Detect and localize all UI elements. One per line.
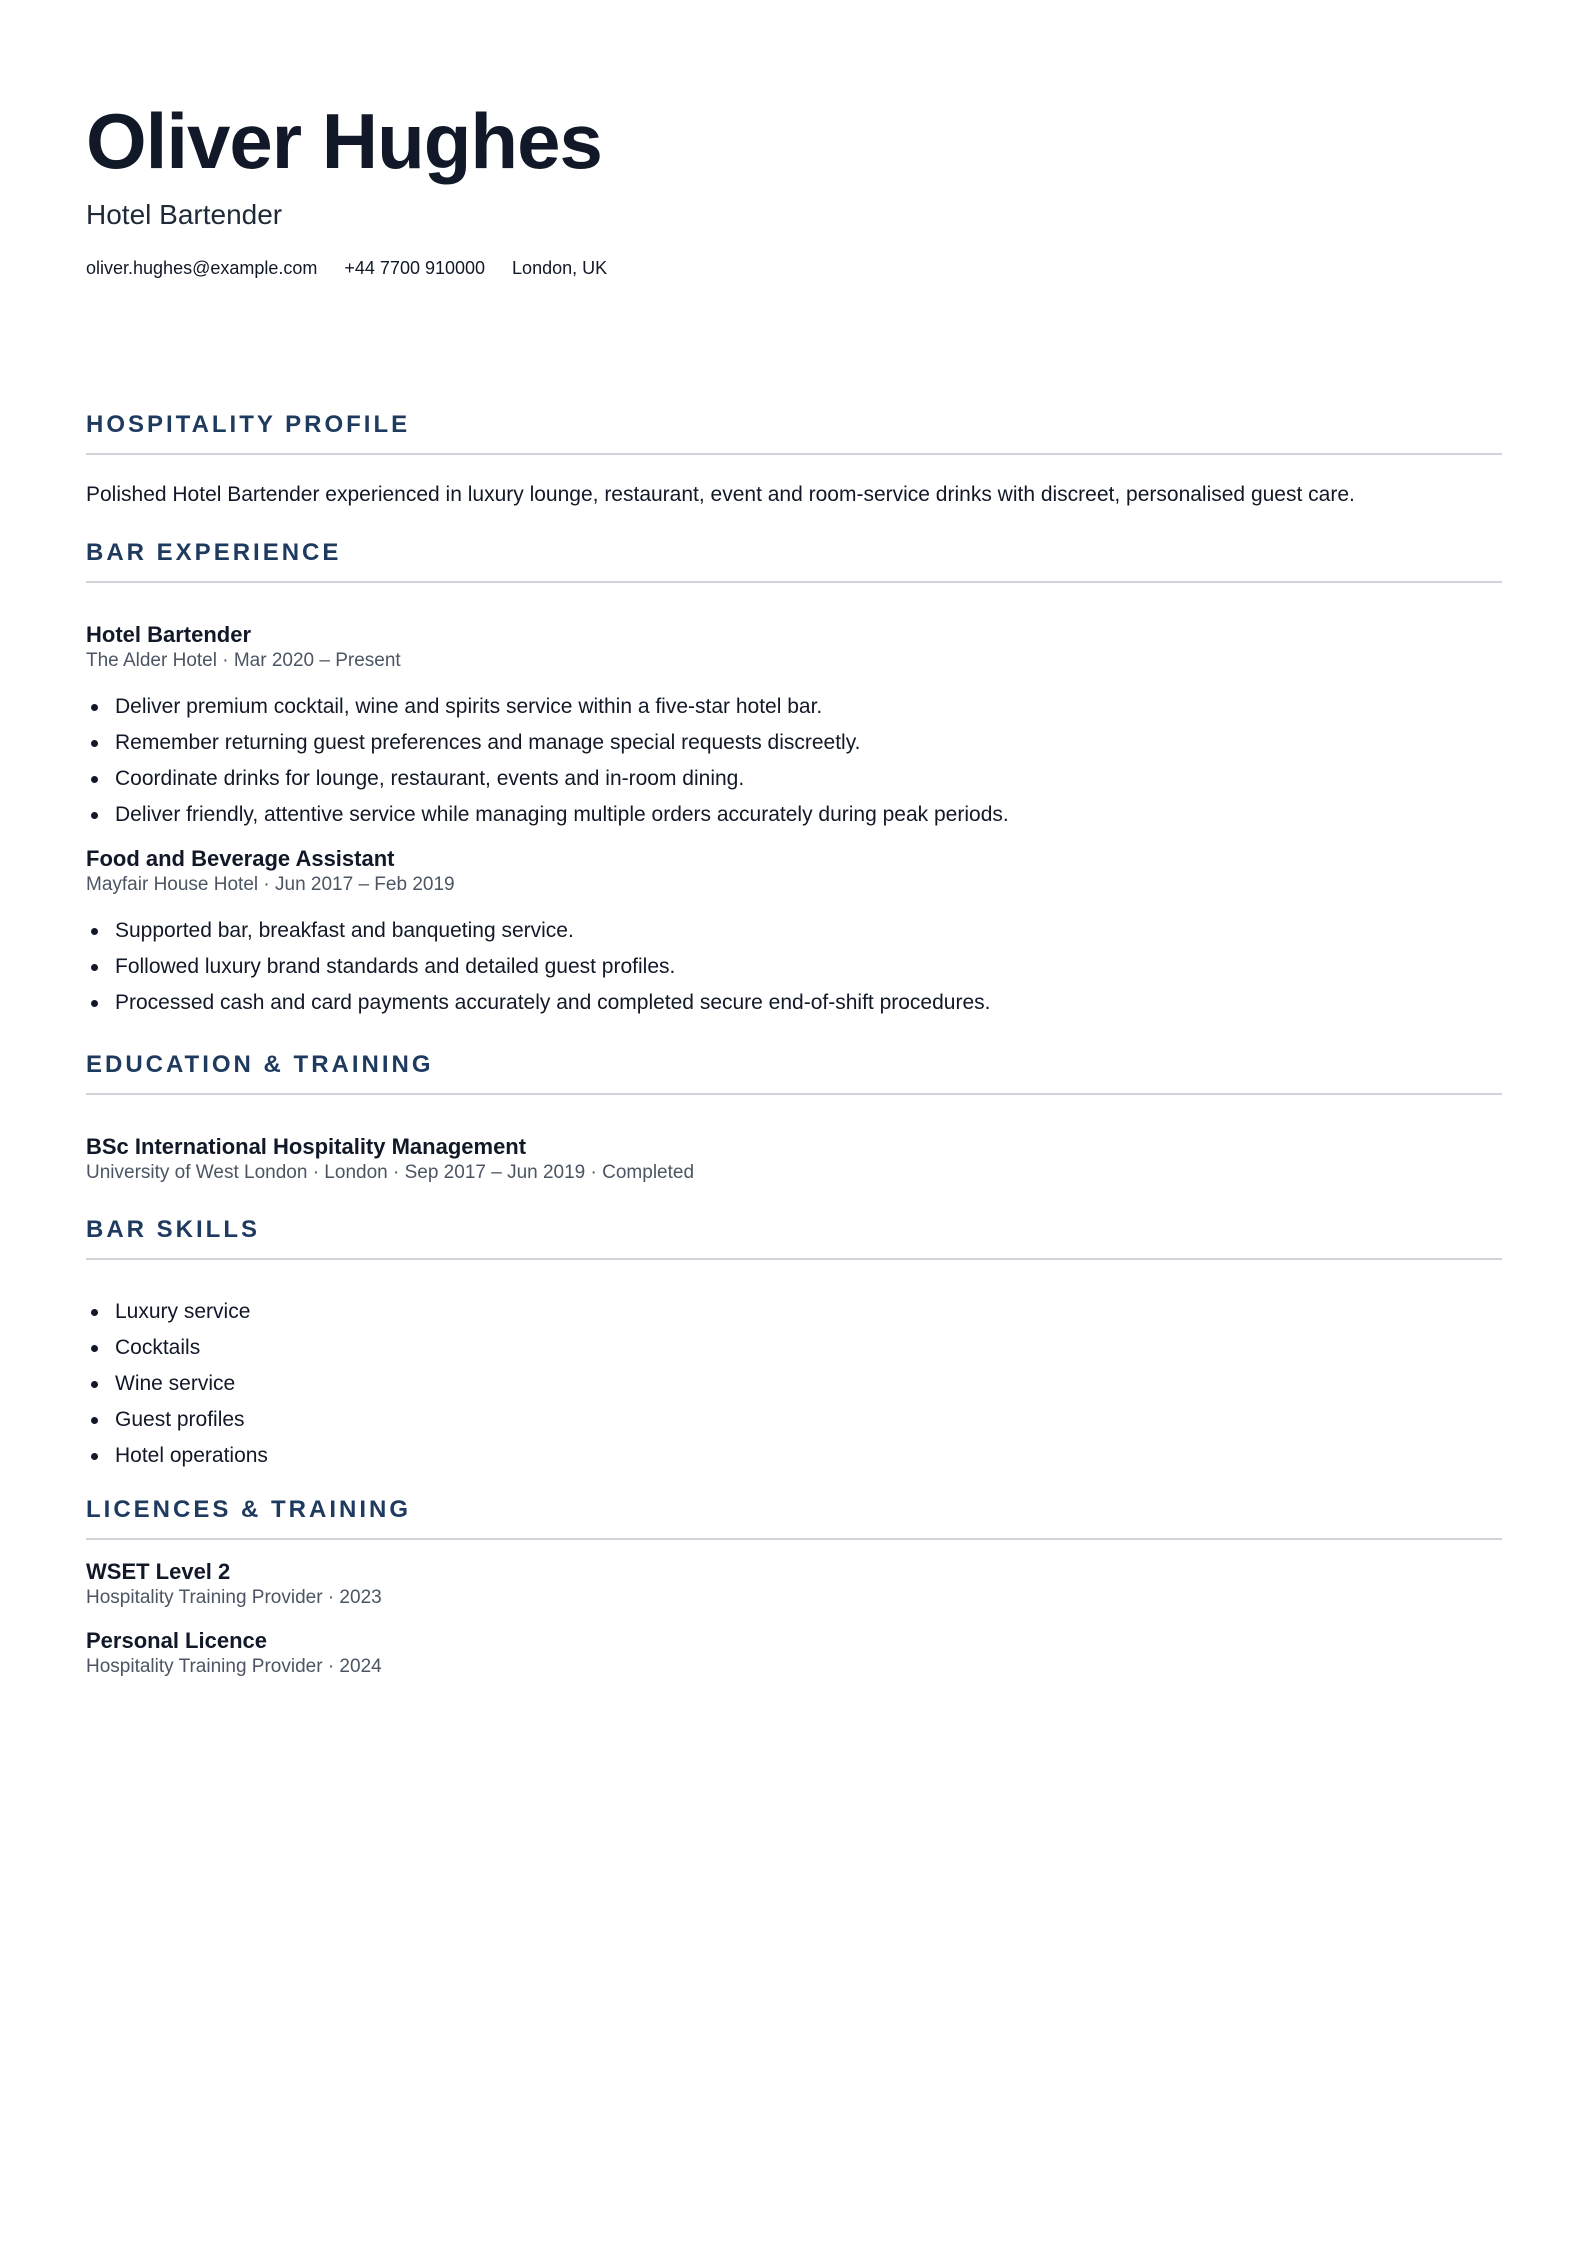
- job-bullet: Remember returning guest preferences and manage special requests discreetly.: [86, 725, 1502, 761]
- section-divider: [86, 453, 1502, 455]
- contact-location: London, UK: [512, 258, 608, 278]
- licence-meta: Hospitality Training Provider · 2024: [86, 1656, 382, 1677]
- licence-title: Personal Licence: [86, 1628, 267, 1653]
- job-meta: The Alder Hotel · Mar 2020 – Present: [86, 650, 401, 671]
- education-meta: University of West London · London · Sep 2017 – Jun 2019 · Completed: [86, 1162, 695, 1183]
- contact-phone[interactable]: +44 7700 910000: [344, 258, 486, 278]
- job-bullet: Processed cash and card payments accurately and completed secure end-of-shift procedures.: [86, 985, 1502, 1021]
- section-education: [86, 1050, 1502, 1185]
- licence-entry: [86, 1627, 1502, 1679]
- job-meta: Mayfair House Hotel · Jun 2017 – Feb 2019: [86, 874, 455, 895]
- job-title: Food and Beverage Assistant: [86, 846, 395, 871]
- job-entry: [86, 845, 1502, 1021]
- licence-title: WSET Level 2: [86, 1559, 231, 1584]
- job-bullets: [86, 689, 1502, 833]
- section-divider: [86, 581, 1502, 583]
- candidate-role: Hotel Bartender: [86, 199, 283, 230]
- licence-meta: Hospitality Training Provider · 2023: [86, 1587, 382, 1608]
- section-divider: [86, 1093, 1502, 1095]
- skill-item: Cocktails: [86, 1330, 1502, 1366]
- section-title-profile: HOSPITALITY PROFILE: [86, 411, 411, 438]
- job-bullet: Deliver friendly, attentive service while managing multiple orders accurately during peak periods.: [86, 797, 1502, 833]
- licence-entry: [86, 1558, 1502, 1610]
- job-title: Hotel Bartender: [86, 622, 252, 647]
- skill-item: Hotel operations: [86, 1438, 1502, 1474]
- section-divider: [86, 1258, 1502, 1260]
- job-bullet: Supported bar, breakfast and banqueting service.: [86, 913, 1502, 949]
- section-title-experience: BAR EXPERIENCE: [86, 539, 342, 566]
- job-bullet: Deliver premium cocktail, wine and spirits service within a five-star hotel bar.: [86, 689, 1502, 725]
- skill-item: Wine service: [86, 1366, 1502, 1402]
- section-profile: [86, 410, 1502, 509]
- skills-list: [86, 1294, 1502, 1474]
- job-bullet: Coordinate drinks for lounge, restaurant, events and in-room dining.: [86, 761, 1502, 797]
- section-title-skills: BAR SKILLS: [86, 1216, 260, 1243]
- section-divider: [86, 1538, 1502, 1540]
- profile-summary: Polished Hotel Bartender experienced in luxury lounge, restaurant, event and room-service drinks with discreet, personalised guest care.: [86, 483, 1355, 506]
- education-title: BSc International Hospitality Management: [86, 1134, 527, 1159]
- skill-item: Guest profiles: [86, 1402, 1502, 1438]
- contact-email[interactable]: oliver.hughes@example.com: [86, 258, 318, 278]
- section-licences: [86, 1495, 1502, 1679]
- job-entry: [86, 621, 1502, 833]
- section-title-education: EDUCATION & TRAINING: [86, 1051, 434, 1078]
- job-bullet: Followed luxury brand standards and detailed guest profiles.: [86, 949, 1502, 985]
- job-bullets: [86, 913, 1502, 1021]
- skill-item: Luxury service: [86, 1294, 1502, 1330]
- education-entry: [86, 1133, 1502, 1185]
- section-experience: [86, 538, 1502, 1021]
- contact-bar: [86, 257, 607, 279]
- section-title-licences: LICENCES & TRAINING: [86, 1496, 412, 1523]
- section-skills: [86, 1215, 1502, 1474]
- candidate-name: Oliver Hughes: [86, 97, 602, 185]
